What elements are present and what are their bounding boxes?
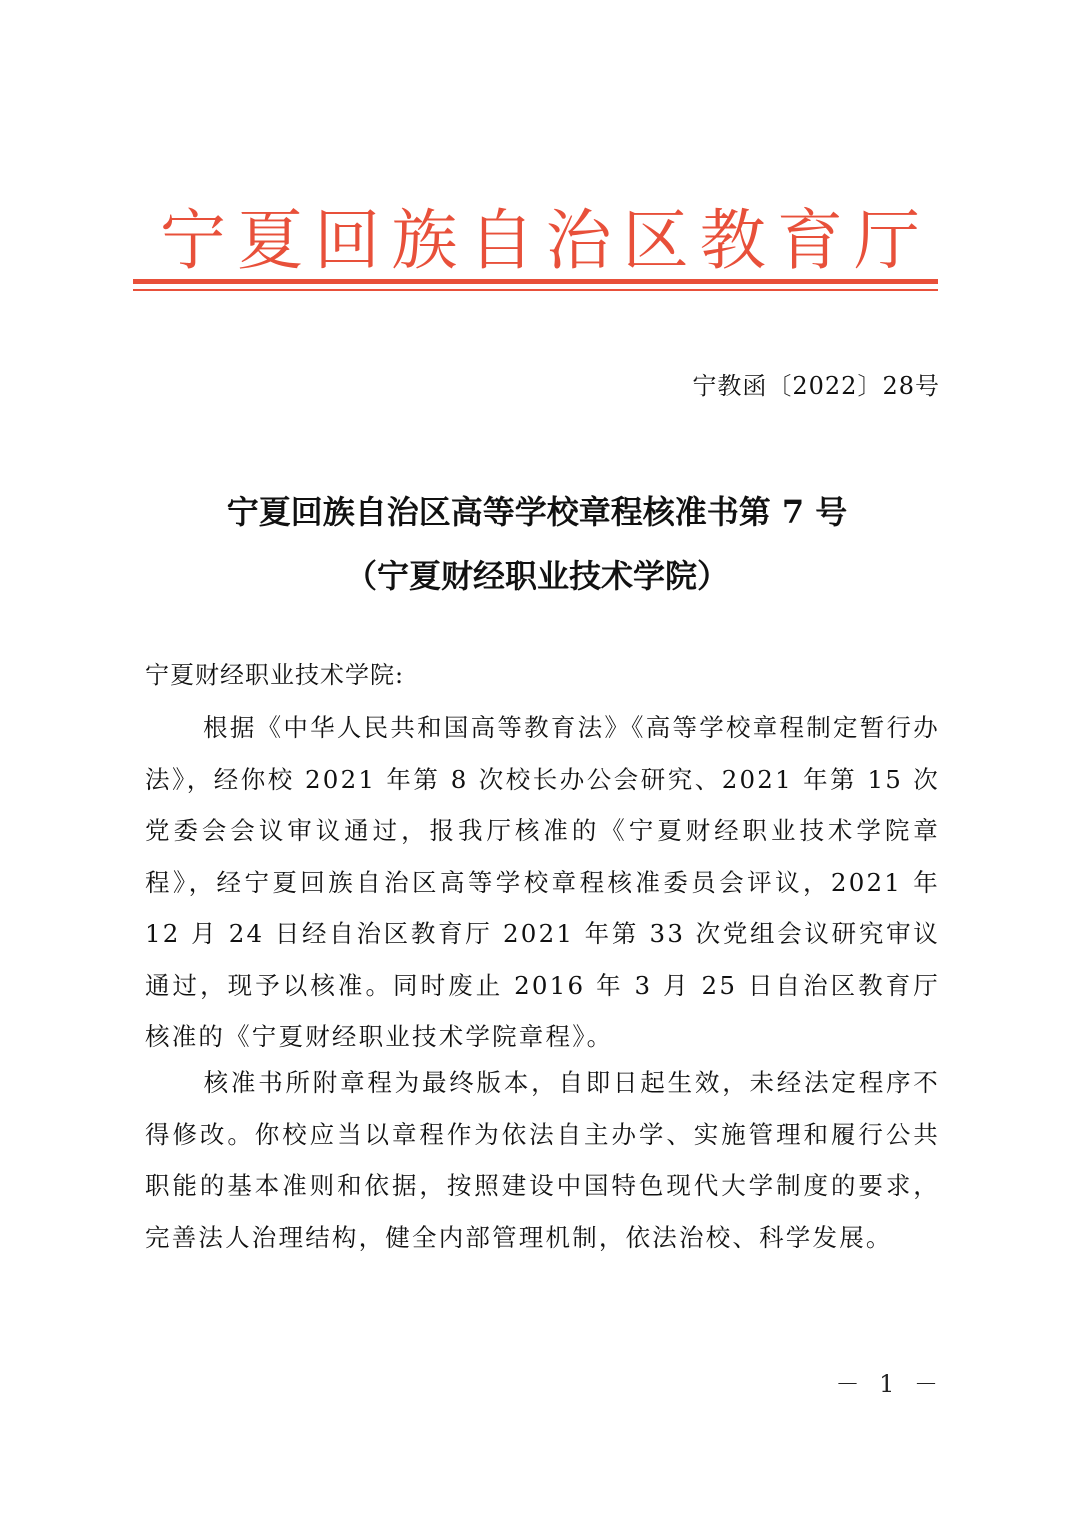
masthead-rule-thick	[133, 279, 938, 284]
masthead-char: 自	[468, 202, 535, 279]
masthead-char: 族	[391, 202, 458, 279]
body-paragraph	[145, 1057, 940, 1263]
paragraph-text: 根据《中华人民共和国高等教育法》《高等学校章程制定暂行办法》，经你校 2021 年第 8 次校长办公会研究、2021 年第 15 次党委会会议审议通过，报我厅核准的《宁夏财经职业技术学院章程》，经宁夏回族自治区高等学校章程核准委员会评议，2021 年 12 月 24 日经自治区教育厅 2021 年第 33 次党组会议研究审议通过，现予以核准。同时废止 2016 年 3 月 25 日自治区教育厅核准的《宁夏财经职业技术学院章程》。	[145, 713, 940, 1051]
masthead-char: 宁	[160, 202, 226, 279]
masthead-char: 区	[622, 202, 689, 279]
paragraph-text: 核准书所附章程为最终版本，自即日起生效，未经法定程序不得修改。你校应当以章程作为依法自主办学、实施管理和履行公共职能的基本准则和依据，按照建设中国特色现代大学制度的要求，完善法人治理结构，健全内部管理机制，依法治校、科学发展。	[145, 1068, 940, 1252]
document-title: 宁夏回族自治区高等学校章程核准书第 7 号	[226, 493, 848, 531]
masthead-char: 回	[314, 202, 381, 279]
masthead-char: 教	[699, 202, 766, 279]
masthead-char: 厅	[853, 202, 920, 279]
masthead-char: 育	[776, 202, 843, 279]
masthead	[160, 200, 920, 282]
masthead-char: 夏	[237, 202, 304, 279]
salutation: 宁夏财经职业技术学院:	[145, 661, 405, 689]
page-number: － 1 －	[835, 1370, 944, 1398]
masthead-char: 治	[545, 202, 612, 279]
masthead-rule-thin	[133, 289, 938, 291]
body-paragraph	[145, 702, 940, 1063]
document-number: 宁教函〔2022〕28号	[692, 372, 940, 400]
document-subtitle: （宁夏财经职业技术学院）	[344, 557, 729, 595]
